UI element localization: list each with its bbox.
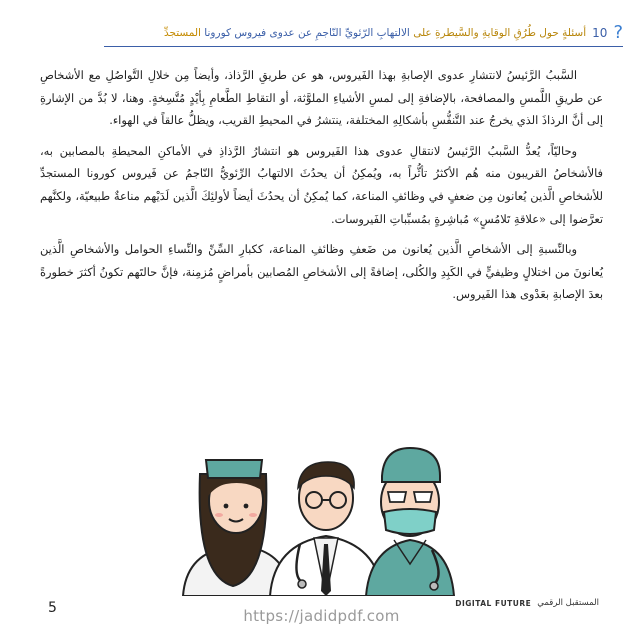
brand-name-en: DIGITAL FUTURE: [455, 598, 532, 608]
paragraph-3: وبالنِّسبةِ إلى الأشخاصِ الَّذين يُعانون من ضَعفِ وظائفِ المناعة، ككبارِ السِّنِّ والنِّساءِ الحوامل والأشخاصِ الَّذين يُعانونَ من اختلالٍ وظيفيٍّ في الكَبِدِ والكُلى، إضافةً إلى الأشخاصِ المُصابين بأمراضٍ مُزمِنة، فإنَّ حالتَهم تكونُ أكثرَ خطورةً بعدَ الإصابةِ بعَدْوى هذا الفَيروس.: [40, 242, 603, 302]
header-title-pre: أسئلةٍ حول طُرُقِ الوقايةِ والسَّيطرةِ على: [409, 27, 587, 39]
article-body: [40, 64, 603, 314]
question-mark-icon: ?: [613, 22, 623, 43]
header-title-highlight: الالتهابِ الرّئويِّ النّاجمِ عن عدوى فيروس كورونا: [200, 27, 410, 39]
page-header: [104, 20, 623, 47]
doctor-figure: [270, 462, 383, 596]
paragraph-1: السَّببُ الرَّئيسُ لانتشارِ عدوى الإصابةِ بهذا الفَيروس، هو عن طريقِ الرَّذاذ، وأيضاً مِن خلالِ التَّواصُلِ مع الأشخاصِ عن طريقِ اللَّمسِ والمصافحة، بالإضافةِ إلى لمسِ الأشياءِ الملوَّثة، أو التقاطِ الطَّعامِ بِأيْدٍ مُتَّسِخةٍ. وهنا، لا بُدَّ من الإشارةِ إلى أنَّ الرذاذَ الذي يخرجُ عند التَّنفُّسِ بأشكالِهِ المختلفة، ينتشرُ في المحيطِ القريب، ويظلُّ عالقاً في الهواء.: [40, 68, 603, 128]
page-number: 5: [48, 600, 57, 616]
medical-staff-illustration: [178, 426, 478, 596]
brand-name-ar: المستقبل الرقمي: [537, 598, 599, 608]
series-number: 10: [592, 26, 608, 40]
paragraph-2: وحاليّاً، يُعدُّ السَّببُ الرَّئيسُ لانتقالِ عدوى هذا الفَيروس هو انتشارُ الرَّذاذِ في الأماكنِ المحيطةِ بالمصابين به، فالأشخاصُ القريبون منه هُم الأكثرُ تأثُّراً به، ويُمكِنُ أن يحدُثَ الالتهابُ الرِّئويُّ النّاجمُ عن فَيروس كورونا المستجدِّ للأشخاصِ الَّذين يُعانون مِن ضعفٍ في وظائفِ المناعة، كما يُمكِنُ أن يحدُثَ أيضاً لأولئِكَ الَّذين لَدَيْهم مناعةٌ طبيعيّة، ولكنَّهم تعرَّضوا إلى «علاقةِ تَلامُسٍ» مُباشِرةٍ بمُسبِّباتِ الفَيروسات.: [40, 143, 603, 226]
footer-url[interactable]: https://jadidpdf.com: [243, 607, 400, 625]
header-title-end: المستجدِّ: [163, 27, 201, 39]
header-title: [164, 27, 586, 39]
publisher-brand: [455, 598, 599, 608]
surgeon-figure: [366, 448, 454, 596]
